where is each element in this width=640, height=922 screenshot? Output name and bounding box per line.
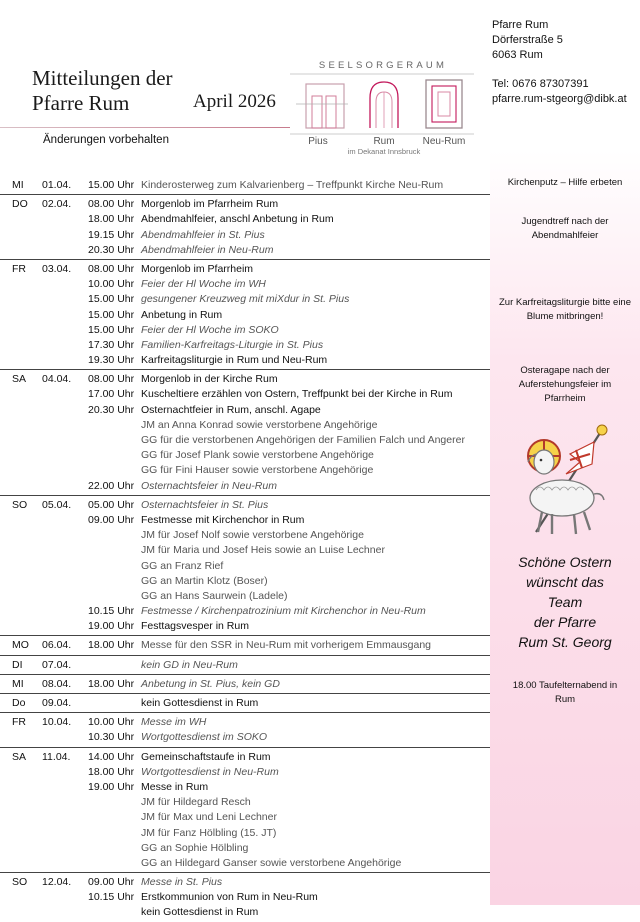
greeting-line-2: wünscht das [526,574,604,590]
schedule-row [0,875,490,890]
event-text: Familien-Karfreitags-Liturgie in St. Pius [141,338,324,351]
event-text: JM für Max und Leni Lechner [141,811,277,824]
schedule-row [0,387,490,402]
event-time: 19.15 Uhr [88,228,135,241]
weekday: Do [12,697,26,709]
schedule-row [0,795,490,810]
event-text: Morgenlob in der Kirche Rum [141,373,278,386]
church-window-neurum-icon [426,80,462,128]
event-text: GG an Sophie Hölbling [141,841,249,854]
schedule-row [0,589,490,604]
weekday: SA [12,750,27,763]
greeting-line-3: Team [547,594,583,610]
schedule-row [0,658,490,673]
day-block [0,748,490,874]
schedule-row [0,228,490,243]
event-time: 19.00 Uhr [88,620,135,633]
date: 07.04. [42,658,72,671]
weekday: DI [12,658,23,671]
event-text: gesungener Kreuzweg mit miXdur in St. Pius [141,293,350,306]
schedule-row [0,372,490,387]
event-time: 08.00 Uhr [88,373,135,386]
event-text: GG für die verstorbenen Angehörigen der Familien Falch und Angerer [141,434,465,446]
event-time: 10.30 Uhr [88,731,135,744]
event-text: Kinderosterweg zum Kalvarienberg – Treffpunkt Kirche Neu-Rum [141,179,444,191]
event-text: Osternachtsfeier in St. Pius [141,498,269,511]
schedule-row [0,338,490,353]
event-time: 09.00 Uhr [88,513,135,526]
date: 12.04. [42,876,72,889]
weekday: MI [12,677,24,690]
event-time: 18.00 Uhr [88,677,135,690]
schedule-row [0,696,490,711]
event-time: 18.00 Uhr [88,213,135,226]
schedule-row [0,292,490,307]
weekday: SO [12,876,28,889]
schedule-row [0,574,490,589]
church-window-pius-icon [296,84,348,128]
logo-top-text: SEELSORGERAUM [318,60,448,71]
date: 02.04. [42,198,72,211]
weekday: MO [12,639,29,652]
event-time: 15.00 Uhr [88,179,135,191]
weekday: SA [12,373,27,386]
event-text: JM an Anna Konrad sowie verstorbene Angehörige [141,418,378,431]
event-time: 17.30 Uhr [88,338,135,351]
schedule-row [0,638,490,653]
day-block [0,656,490,675]
logo-subtitle: im Dekanat Innsbruck [347,147,421,156]
event-text: Messe im WH [141,716,207,729]
date: 04.04. [42,373,72,386]
schedule-row [0,403,490,418]
right-sidebar [490,0,640,905]
event-text: Messe in St. Pius [141,876,223,889]
event-time: 14.00 Uhr [88,750,135,763]
schedule-row [0,826,490,841]
date: 10.04. [42,716,72,729]
event-text: GG an Martin Klotz (Boser) [141,574,268,587]
event-text: kein Gottesdienst in Rum [141,906,259,919]
event-time: 09.00 Uhr [88,876,135,889]
date: 06.04. [42,639,72,652]
schedule-row [0,905,490,920]
event-text: Erstkommunion von Rum in Neu-Rum [141,891,318,904]
schedule-row [0,212,490,227]
date: 01.04. [42,179,72,191]
event-text: Messe für den SSR in Neu-Rum mit vorherigem Emmausgang [141,639,432,652]
event-time: 10.00 Uhr [88,278,135,291]
schedule-row [0,528,490,543]
contact-email: pfarre.rum-stgeorg@dibk.at [492,93,627,105]
schedule-row [0,308,490,323]
seelsorgeraum-logo [288,58,478,156]
event-time: 08.00 Uhr [88,198,135,211]
event-text: Anbetung in Rum [141,308,223,321]
greeting-line-5: Rum St. Georg [518,634,612,650]
schedule-row [0,856,490,871]
schedule-row [0,197,490,212]
day-block [0,636,490,655]
day-block [0,176,490,195]
header-divider [0,127,290,128]
event-text: Abendmahlfeier in St. Pius [141,228,265,241]
schedule-row [0,353,490,368]
event-text: Feier der Hl Woche im SOKO [141,323,279,336]
event-text: kein GD in Neu-Rum [141,658,238,671]
event-text: Osternachtsfeier in Neu-Rum [141,479,277,492]
schedule-row [0,559,490,574]
date: 08.04. [42,677,72,690]
note-jugendtreff: Jugendtreff nach der Abendmahlfeier [521,216,609,241]
day-block [0,195,490,260]
event-text: Anbetung in St. Pius, kein GD [141,677,280,690]
day-block [0,260,490,370]
event-time: 20.30 Uhr [88,243,135,256]
schedule-row [0,810,490,825]
schedule-row [0,841,490,856]
event-text: Morgenlob im Pfarrheim [141,262,254,275]
day-block [0,713,490,747]
contact-name: Pfarre Rum [492,19,549,31]
event-text: Abendmahlfeier in Neu-Rum [141,243,274,256]
event-text: Wortgottesdienst in Neu-Rum [141,765,279,778]
event-text: JM für Josef Nolf sowie verstorbene Angehörige [141,529,364,542]
schedule-row [0,323,490,338]
event-time: 22.00 Uhr [88,479,135,492]
schedule-row [0,513,490,528]
weekday: FR [12,262,26,275]
greeting-line-1: Schöne Ostern [518,554,612,570]
schedule-row [0,479,490,494]
schedule-row [0,433,490,448]
date: 11.04. [42,750,71,763]
event-time: 10.00 Uhr [88,716,135,729]
weekday: SO [12,498,28,511]
event-time: 08.00 Uhr [88,262,135,275]
event-text: GG an Hildegard Ganser sowie verstorbene Angehörige [141,856,402,869]
weekday: DO [12,198,28,211]
schedule-row [0,543,490,558]
event-text: GG für Fini Hauser sowie verstorbene Angehörige [141,464,374,477]
event-text: GG an Hans Saurwein (Ladele) [141,589,288,602]
day-block [0,694,490,713]
schedule-row [0,715,490,730]
logo-label-pius: Pius [308,136,328,147]
schedule-row [0,243,490,258]
schedule-row [0,780,490,795]
contact-street: Dörferstraße 5 [492,34,563,46]
event-time: 20.30 Uhr [88,403,135,416]
note-taufelternabend: 18.00 Taufelternabend in Rum [512,680,618,705]
schedule-row [0,498,490,513]
event-time: 10.15 Uhr [88,891,135,904]
event-text: JM für Maria und Josef Heis sowie an Luise Lechner [141,544,385,557]
schedule-row [0,730,490,745]
logo-label-rum: Rum [373,136,395,147]
weekday: FR [12,716,26,729]
event-time: 19.30 Uhr [88,354,135,367]
event-text: JM für Fanz Hölbling (15. JT) [141,826,277,839]
schedule-row [0,448,490,463]
event-text: Morgenlob im Pfarrheim Rum [141,198,279,211]
event-text: GG an Franz Rief [141,559,224,572]
day-block [0,675,490,694]
event-text: GG für Josef Plank sowie verstorbene Angehörige [141,449,374,462]
event-text: Wortgottesdienst im SOKO [141,731,268,744]
event-text: Festmesse mit Kirchenchor in Rum [141,513,305,526]
easter-greeting [490,552,640,652]
contact-city: 6063 Rum [492,49,543,61]
schedule-row [0,619,490,634]
weekday: MI [12,179,24,191]
note-osteragape: Osteragape nach der Auferstehungsfeier im Pfarrheim [518,365,612,404]
event-text: Festtagsvesper in Rum [141,620,249,633]
day-block [0,496,490,637]
church-window-rum-icon [370,82,398,128]
schedule-row [0,677,490,692]
event-text: Feier der Hl Woche im WH [141,278,266,291]
greeting-line-4: der Pfarre [533,614,597,630]
event-text: Osternachtfeier in Rum, anschl. Agape [141,403,321,416]
event-text: Kuscheltiere erzählen von Ostern, Treffpunkt bei der Kirche in Rum [141,388,453,401]
schedule-row [0,277,490,292]
day-block [0,873,490,922]
schedule-row [0,604,490,619]
event-time: 15.00 Uhr [88,323,135,336]
easter-lamb-icon [506,420,618,542]
logo-label-neurum: Neu-Rum [422,136,466,147]
event-text: kein Gottesdienst in Rum [141,697,259,709]
schedule-row [0,262,490,277]
event-time: 18.00 Uhr [88,765,135,778]
event-time: 15.00 Uhr [88,308,135,321]
schedule-row [0,418,490,433]
event-time: 19.00 Uhr [88,780,135,793]
page-title [32,66,173,116]
schedule-row [0,750,490,765]
event-text: JM für Hildegard Resch [141,796,251,809]
event-text: Messe in Rum [141,780,209,793]
event-time: 15.00 Uhr [88,293,135,306]
changes-note: Änderungen vorbehalten [43,134,169,146]
event-time: 18.00 Uhr [88,639,135,652]
schedule-table [0,176,490,922]
note-karfreitag: Zur Karfreitagsliturgie bitte eine Blume mitbringen! [498,297,631,322]
event-text: Karfreitagsliturgie in Rum und Neu-Rum [141,354,328,367]
event-time: 17.00 Uhr [88,388,135,401]
date: 03.04. [42,262,72,275]
schedule-row [0,765,490,780]
title-line-1: Mitteilungen der [32,66,173,90]
contact-phone: Tel: 0676 87307391 [492,78,589,90]
event-text: Abendmahlfeier, anschl Anbetung in Rum [141,213,334,226]
day-block [0,370,490,496]
event-text: Gemeinschaftstaufe in Rum [141,750,271,763]
event-time: 10.15 Uhr [88,605,135,618]
date: 09.04. [42,697,72,709]
date: 05.04. [42,498,72,511]
schedule-row [0,890,490,905]
event-time: 05.00 Uhr [88,498,135,511]
contact-block [492,18,627,107]
event-text: Festmesse / Kirchenpatrozinium mit Kirchenchor in Neu-Rum [141,605,426,618]
schedule-row [0,463,490,478]
month-label: April 2026 [193,91,276,112]
schedule-row [0,178,490,193]
note-kirchenputz: Kirchenputz – Hilfe erbeten [507,177,623,188]
title-line-2: Pfarre Rum [32,91,130,115]
